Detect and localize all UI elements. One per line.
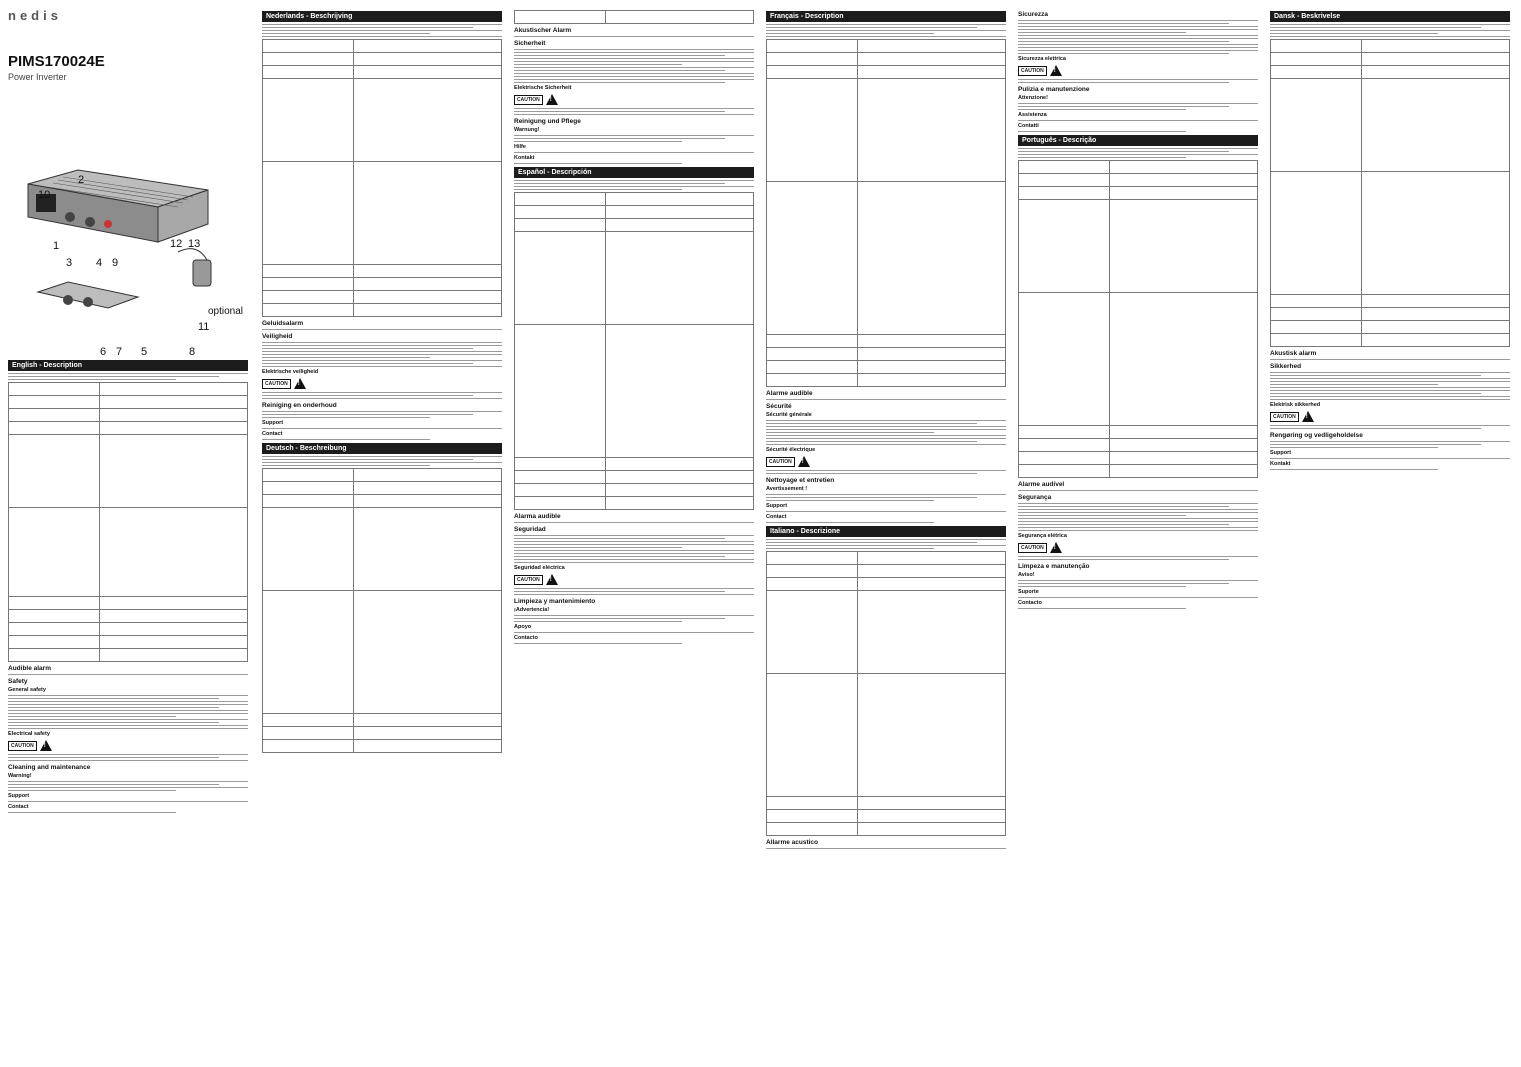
caution-label <box>8 740 248 751</box>
callout-6: 6 <box>100 346 107 358</box>
heading-kontakt: Kontakt <box>514 155 535 161</box>
column-3 <box>514 8 754 1063</box>
heading-attenzione: Attenzione! <box>1018 95 1048 101</box>
heading-advertencia: ¡Advertencia! <box>514 607 550 613</box>
heading-sikkerhed: Sikkerhed <box>1270 363 1302 370</box>
callout-10: 10 <box>38 189 51 201</box>
caution-text-fr: CAUTION <box>766 457 795 467</box>
spec-table-da <box>1270 39 1510 347</box>
column-1 <box>8 8 248 1063</box>
heading-aviso: Aviso! <box>1018 572 1035 578</box>
spec-table-en <box>8 382 248 662</box>
callout-7: 7 <box>116 346 123 358</box>
product-name: Power Inverter <box>8 72 67 82</box>
caution-text-de: CAUTION <box>514 95 543 105</box>
section-portuguese: Português - Descrição <box>1018 135 1258 146</box>
heading-avertissement: Avertissement ! <box>766 486 808 492</box>
heading-support-fr: Support <box>766 503 788 509</box>
spec-table-nl <box>262 39 502 317</box>
heading-support-nl: Support <box>262 420 284 426</box>
column-6 <box>1270 8 1510 1063</box>
heading-sicurezza: Sicurezza <box>1018 11 1048 18</box>
heading-akustischer-alarm: Akustischer Alarm <box>514 27 572 34</box>
heading-audible-alarm: Audible alarm <box>8 665 51 672</box>
section-danish: Dansk - Beskrivelse <box>1270 11 1510 22</box>
heading-limpeza: Limpeza e manutenção <box>1018 563 1090 570</box>
heading-electrical-safety: Electrical safety <box>8 731 50 737</box>
heading-safety: Safety <box>8 678 28 685</box>
warning-icon-fr: ! <box>798 456 810 467</box>
warning-icon-nl: ! <box>294 378 306 389</box>
heading-seguranca: Segurança <box>1018 494 1052 501</box>
callout-2: 2 <box>78 174 85 186</box>
callout-12: 12 <box>170 238 183 250</box>
section-italian: Italiano - Descrizione <box>766 526 1006 537</box>
column-4 <box>766 8 1006 1063</box>
callout-11: 11 <box>198 321 210 333</box>
heading-cleaning: Cleaning and maintenance <box>8 764 91 771</box>
warning-icon-it: ! <box>1050 65 1062 76</box>
heading-suporte: Suporte <box>1018 589 1039 595</box>
heading-elektrisk-sikkerhed: Elektrisk sikkerhed <box>1270 402 1321 408</box>
intro-text <box>8 373 248 380</box>
heading-support: Support <box>8 793 30 799</box>
warning-icon-es: ! <box>546 574 558 585</box>
spec-table-de-cont <box>514 10 754 24</box>
column-2 <box>262 8 502 1063</box>
product-diagram <box>8 92 248 358</box>
heading-general-safety: General safety <box>8 687 46 693</box>
heading-nettoyage: Nettoyage et entretien <box>766 477 835 484</box>
heading-contact-nl: Contact <box>262 431 283 437</box>
column-5 <box>1018 8 1258 1063</box>
section-german: Deutsch - Beschreibung <box>262 443 502 454</box>
heading-hilfe: Hilfe <box>514 144 526 150</box>
heading-warnung: Warnung! <box>514 127 540 133</box>
callout-5: 5 <box>141 346 148 358</box>
heading-contact-fr: Contact <box>766 514 787 520</box>
safety-text <box>8 695 248 729</box>
caution-text-it: CAUTION <box>1018 66 1047 76</box>
spec-table-fr <box>766 39 1006 387</box>
heading-seguridad-electrica: Seguridad eléctrica <box>514 565 565 571</box>
section-spanish: Español - Descripción <box>514 167 754 178</box>
heading-contatti: Contatti <box>1018 123 1039 129</box>
inverter-illustration <box>8 92 248 314</box>
heading-securite-generale: Sécurité générale <box>766 412 812 418</box>
heading-alarme-audivel: Alarme audível <box>1018 481 1065 488</box>
brand-logo: nedis <box>8 8 62 23</box>
callout-13: 13 <box>188 238 201 250</box>
callout-4: 4 <box>96 257 103 269</box>
heading-support-da: Support <box>1270 450 1292 456</box>
callout-9: 9 <box>112 257 119 269</box>
callout-optional: optional <box>208 306 244 317</box>
heading-kontakt-da: Kontakt <box>1270 461 1291 467</box>
heading-securite: Sécurité <box>766 403 792 410</box>
callout-3: 3 <box>66 257 73 269</box>
warning-icon-de: ! <box>546 94 558 105</box>
caution-label-fr <box>766 456 1006 467</box>
heading-allarme: Allarme acustico <box>766 839 819 846</box>
warning-icon: ! <box>40 740 52 751</box>
caution-label-es <box>514 574 754 585</box>
heading-securite-electrique: Sécurité électrique <box>766 447 816 453</box>
caution-text-es: CAUTION <box>514 575 543 585</box>
heading-pulizia: Pulizia e manutenzione <box>1018 86 1090 93</box>
heading-elektrische-veiligheid: Elektrische veiligheid <box>262 369 319 375</box>
heading-limpieza: Limpieza y mantenimiento <box>514 598 596 605</box>
heading-rengoring: Rengøring og vedligeholdelse <box>1270 432 1363 439</box>
heading-sicherheit: Sicherheit <box>514 40 546 47</box>
heading-alarme-audible: Alarme audible <box>766 390 813 397</box>
heading-assistenza: Assistenza <box>1018 112 1047 118</box>
caution-label-de <box>514 94 754 105</box>
heading-seguridad: Seguridad <box>514 526 546 533</box>
heading-reiniging: Reiniging en onderhoud <box>262 402 337 409</box>
section-english: English - Description <box>8 360 248 371</box>
warning-icon-da: ! <box>1302 411 1314 422</box>
section-french: Français - Description <box>766 11 1006 22</box>
caution-label-nl <box>262 378 502 389</box>
callout-8: 8 <box>189 346 196 358</box>
heading-sicurezza-elettrica: Sicurezza elettrica <box>1018 56 1066 62</box>
heading-warning: Warning! <box>8 773 32 779</box>
heading-apoyo: Apoyo <box>514 624 532 630</box>
caution-label-da <box>1270 411 1510 422</box>
heading-reinigung: Reinigung und Pflege <box>514 118 581 125</box>
spec-table-de <box>262 468 502 753</box>
caution-label-it <box>1018 65 1258 76</box>
heading-elektrische-sicherheit: Elektrische Sicherheit <box>514 85 572 91</box>
heading-alarma: Alarma audible <box>514 513 561 520</box>
spec-table-it <box>766 551 1006 836</box>
heading-seguranca-eletrica: Segurança elétrica <box>1018 533 1067 539</box>
heading-contact: Contact <box>8 804 29 810</box>
heading-akustisk-alarm: Akustisk alarm <box>1270 350 1317 357</box>
spec-table-es <box>514 192 754 510</box>
warning-icon-pt: ! <box>1050 542 1062 553</box>
spec-table-pt <box>1018 160 1258 478</box>
caution-text: CAUTION <box>8 741 37 751</box>
section-dutch: Nederlands - Beschrijving <box>262 11 502 22</box>
callout-1: 1 <box>53 240 60 252</box>
heading-geluidsalarm: Geluidsalarm <box>262 320 304 327</box>
caution-text-nl: CAUTION <box>262 379 291 389</box>
caution-text-da: CAUTION <box>1270 412 1299 422</box>
caution-label-pt <box>1018 542 1258 553</box>
model-number: PIMS170024E <box>8 53 105 70</box>
caution-text-pt: CAUTION <box>1018 543 1047 553</box>
heading-contacto-es: Contacto <box>514 635 538 641</box>
heading-contacto-pt: Contacto <box>1018 600 1042 606</box>
heading-veiligheid: Veiligheid <box>262 333 293 340</box>
